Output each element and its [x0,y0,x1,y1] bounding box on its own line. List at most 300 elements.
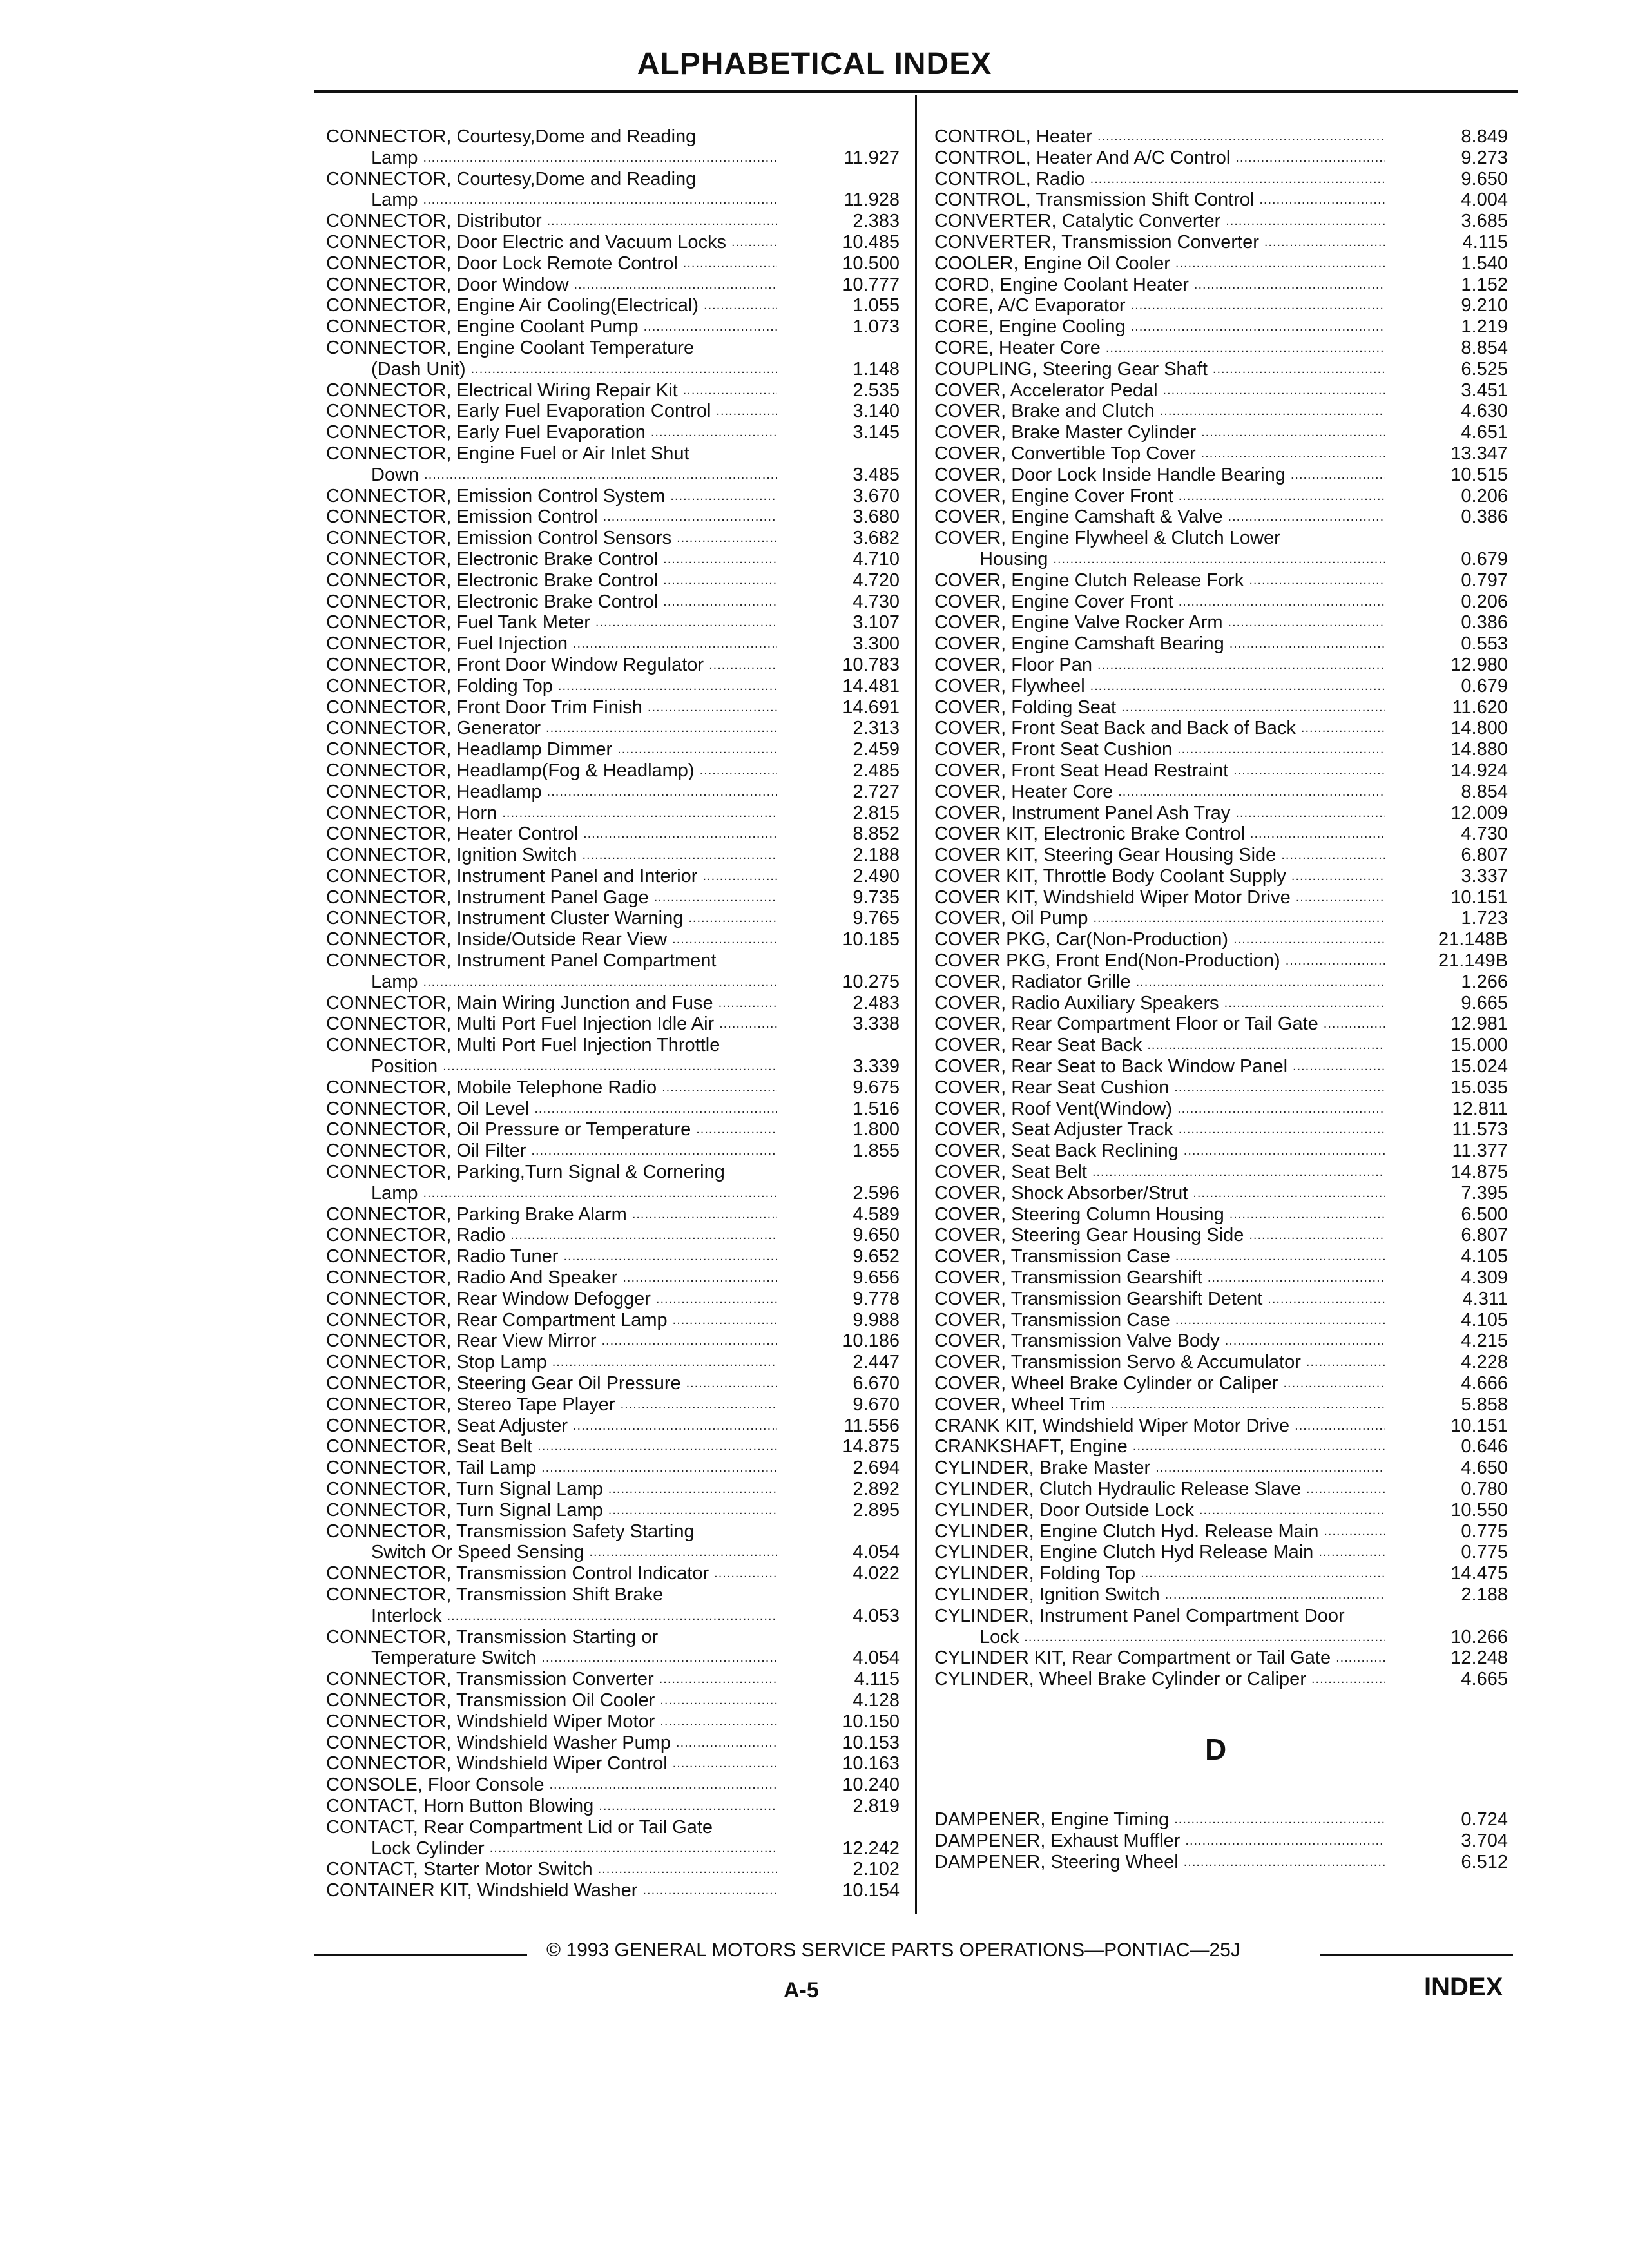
index-entry [326,1204,900,1225]
entry-page: 2.892 [853,1479,900,1499]
dot-leader [1169,1809,1385,1831]
dot-leader [593,1859,777,1880]
footer-rule-right [1320,1954,1513,1956]
entry-label: CONNECTOR, Instrument Panel Gage [326,887,649,908]
entry-page: 2.102 [853,1859,900,1880]
dot-leader [663,1584,777,1606]
entry-label: COVER, Engine Flywheel & Clutch Lower [934,528,1280,549]
index-entry [326,126,900,148]
dot-leader [1230,148,1385,169]
dot-leader [418,972,777,993]
dot-leader [1301,1352,1385,1373]
index-entry [326,993,900,1014]
dot-leader [1173,591,1385,613]
index-entry [934,1521,1508,1542]
entry-label: COVER, Front Seat Cushion [934,739,1173,760]
dot-leader [1289,1416,1385,1437]
entry-page: 3.107 [853,612,900,633]
entry-page: 12.248 [1451,1648,1508,1669]
index-entry [326,929,900,950]
dot-leader [709,1563,777,1584]
dot-leader [1170,253,1385,274]
dot-leader [1126,316,1385,338]
dot-leader [689,443,777,465]
dot-leader [1318,1521,1385,1542]
dot-leader [665,486,777,507]
dot-leader [1254,189,1385,211]
entry-label: CONNECTOR, Headlamp [326,781,542,802]
entry-label: CONVERTER, Catalytic Converter [934,211,1221,232]
index-entry [326,232,900,253]
entry-label: (Dash Unit) [371,358,466,380]
index-entry [934,929,1508,950]
index-entry [326,612,900,633]
index-entry [326,1331,900,1352]
dot-leader [639,316,777,338]
index-entry [326,443,900,465]
index-entry [326,718,900,739]
entry-page: 0.780 [1461,1479,1508,1499]
entry-label: CONNECTOR, Parking,Turn Signal & Cornering [326,1162,725,1183]
index-entry [326,1500,900,1521]
dot-leader [671,1733,777,1754]
entry-page: 21.149B [1438,950,1508,972]
entry-page: 14.475 [1451,1563,1508,1584]
entry-label: COVER, Seat Back Reclining [934,1140,1179,1162]
entry-page [777,1521,900,1542]
index-entry [934,1310,1508,1331]
entry-page: 10.275 [842,971,900,992]
entry-label: COVER, Shock Absorber/Strut [934,1182,1188,1204]
entry-label: COVER, Engine Clutch Release Fork [934,570,1244,591]
dot-leader [1085,676,1385,697]
entry-page: 12.981 [1451,1014,1508,1035]
entry-page: 2.459 [853,739,900,760]
dot-leader [1194,1500,1385,1521]
entry-label: CONNECTOR, Fuel Tank Meter [326,612,590,633]
index-entry [934,1352,1508,1373]
index-entry [934,845,1508,866]
index-entry [326,316,900,338]
entry-page: 0.679 [1461,548,1508,570]
index-entry [326,1289,900,1310]
entry-label: CONNECTOR, Door Lock Remote Control [326,253,678,274]
entry-label: CYLINDER, Clutch Hydraulic Release Slave [934,1479,1301,1499]
index-entry [934,549,1508,570]
entry-page: 10.266 [1451,1626,1508,1648]
entry-page [777,950,900,972]
entry-label: CONNECTOR, Transmission Oil Cooler [326,1689,655,1711]
entry-page: 10.151 [1451,1415,1508,1436]
entry-label: CYLINDER, Brake Master [934,1457,1151,1479]
index-entry [934,633,1508,655]
entry-page: 9.210 [1461,295,1508,316]
entry-label: CYLINDER, Engine Clutch Hyd. Release Main [934,1521,1319,1542]
entry-label: CONNECTOR, Emission Control System [326,485,666,506]
dot-leader [711,401,777,422]
dot-leader [1202,1267,1385,1289]
entry-page: 4.054 [853,1542,900,1563]
index-entry [326,1246,900,1267]
index-entry [934,993,1508,1014]
index-entry [326,866,900,887]
index-entry [934,1563,1508,1584]
dot-leader [678,380,777,401]
dot-leader [671,528,777,549]
entry-page: 10.186 [842,1331,900,1352]
index-entry [934,1852,1508,1873]
dot-leader [1287,1056,1385,1077]
dot-leader [683,908,777,929]
index-entry [326,1880,900,1901]
entry-page: 2.694 [853,1457,900,1479]
entry-page: 0.206 [1461,591,1508,612]
entry-page: 2.815 [853,802,900,823]
entry-label: Switch Or Speed Sensing [371,1542,584,1563]
index-entry [326,1648,900,1669]
index-entry [934,486,1508,507]
entry-label: CYLINDER, Ignition Switch [934,1584,1160,1605]
index-entry [934,1014,1508,1035]
index-entry [326,1310,900,1331]
entry-label: CYLINDER, Folding Top [934,1563,1136,1584]
index-entry [326,655,900,676]
dot-leader [612,739,777,760]
entry-label: Lamp [371,189,418,211]
entry-page: 4.720 [853,570,900,591]
entry-label: Down [371,464,419,485]
index-entry [326,887,900,908]
entry-page: 3.682 [853,528,900,549]
index-entry [934,1648,1508,1669]
index-entry [326,380,900,401]
dot-leader [1278,1373,1385,1394]
entry-label: CONNECTOR, Front Door Window Regulator [326,654,704,675]
entry-label: COVER, Transmission Gearshift Detent [934,1288,1263,1309]
index-entry [934,1289,1508,1310]
entry-page: 1.540 [1461,253,1508,274]
entry-label: CONNECTOR, Oil Level [326,1098,530,1119]
entry-page: 0.386 [1461,612,1508,633]
dot-leader [596,1331,777,1352]
dot-leader [1228,760,1385,782]
entry-page: 1.723 [1461,908,1508,929]
entry-label: COVER, Front Seat Head Restraint [934,760,1229,781]
dot-leader [547,1352,777,1373]
index-entry [326,274,900,296]
dot-leader [1223,506,1385,528]
index-entry [934,528,1508,549]
entry-label: CONNECTOR, Oil Filter [326,1140,526,1162]
entry-page: 1.055 [853,295,900,316]
column-divider [915,95,917,1914]
entry-page: 10.485 [842,231,900,253]
index-entry [934,803,1508,824]
index-entry [326,950,900,972]
index-entry [326,1056,900,1077]
dot-leader [714,1014,777,1035]
index-entry [934,422,1508,443]
page-number: A-5 [784,1978,819,2003]
index-entry [326,1014,900,1035]
dot-leader [1301,1479,1385,1500]
entry-label: CONNECTOR, Inside/Outside Rear View [326,929,668,950]
entry-label: CORE, Engine Cooling [934,316,1126,338]
entry-label: CRANKSHAFT, Engine [934,1436,1128,1457]
entry-label: CONTROL, Heater [934,126,1092,147]
entry-page [777,1035,900,1056]
index-entry [326,486,900,507]
dot-leader [725,1162,777,1183]
entry-label: Lock [979,1626,1019,1648]
entry-page: 9.735 [853,887,900,908]
entry-label: CONTROL, Heater And A/C Control [934,147,1231,168]
entry-page: 3.704 [1461,1830,1508,1851]
index-entry [326,1563,900,1584]
entry-page: 0.646 [1461,1436,1508,1457]
index-entry [326,823,900,845]
entry-label: CORE, A/C Evaporator [934,295,1126,316]
dot-leader [505,1225,777,1246]
index-entry [326,1606,900,1627]
index-entry [934,1831,1508,1852]
dot-leader [542,211,777,232]
entry-page: 2.447 [853,1352,900,1373]
entry-page: 3.145 [853,422,900,443]
entry-label: COVER, Radio Auxiliary Speakers [934,992,1219,1014]
entry-label: CONNECTOR, Seat Adjuster [326,1415,568,1436]
index-entry [326,1436,900,1457]
entry-page: 4.730 [853,591,900,612]
index-entry [326,359,900,380]
entry-page: 9.650 [853,1225,900,1246]
entry-label: COVER, Engine Camshaft Bearing [934,633,1224,655]
entry-page: 4.309 [1461,1267,1508,1289]
entry-label: CONNECTOR, Ignition Switch [326,845,577,866]
dot-leader [544,1774,777,1796]
dot-leader [658,591,777,613]
dot-leader [1106,1394,1385,1416]
entry-label: CONNECTOR, Horn [326,802,497,823]
page-title: ALPHABETICAL INDEX [637,47,992,81]
entry-label: COVER, Floor Pan [934,654,1092,675]
entry-page: 4.651 [1461,422,1508,443]
index-entry [934,506,1508,528]
index-entry [934,232,1508,253]
entry-label: COVER, Brake and Clutch [934,401,1155,422]
dot-leader [568,1416,777,1437]
dot-leader [1220,1331,1385,1352]
index-entry [326,506,900,528]
entry-label: CRANK KIT, Windshield Wiper Motor Drive [934,1415,1290,1436]
index-entry [326,1817,900,1838]
entry-page: 0.724 [1461,1809,1508,1830]
index-entry [934,1099,1508,1120]
index-entry [934,253,1508,274]
entry-label: Temperature Switch [371,1648,537,1669]
entry-label: CONNECTOR, Engine Coolant Pump [326,316,639,338]
dot-leader [1150,1457,1385,1479]
dot-leader [1286,866,1385,887]
dot-leader [593,1796,777,1817]
entry-page: 10.500 [842,253,900,274]
entry-page: 1.266 [1461,971,1508,992]
title-rule [314,90,1518,93]
index-entry [326,1796,900,1817]
entry-label: COVER, Transmission Case [934,1246,1170,1267]
entry-label: CONNECTOR, Heater Control [326,823,579,845]
index-entry [326,803,900,824]
entry-page: 9.675 [853,1077,900,1098]
entry-label: COVER, Folding Seat [934,697,1117,718]
dot-leader [1189,274,1385,296]
entry-page: 21.148B [1438,929,1508,950]
entry-label: CONNECTOR, Engine Air Cooling(Electrical) [326,295,699,316]
index-entry [934,1246,1508,1267]
entry-page: 10.777 [842,274,900,295]
entry-page: 4.311 [1462,1288,1508,1309]
index-entry [326,1394,900,1416]
index-entry [934,295,1508,316]
entry-label: CONNECTOR, Radio [326,1225,506,1246]
dot-leader [418,1183,777,1204]
dot-leader [418,148,777,169]
entry-page: 14.481 [842,675,900,697]
entry-label: CONNECTOR, Engine Coolant Temperature [326,337,695,358]
entry-label: COVER, Engine Valve Rocker Arm [934,612,1223,633]
entry-label: CONNECTOR, Turn Signal Lamp [326,1479,603,1499]
entry-page: 12.009 [1451,802,1508,823]
dot-leader [1131,972,1385,993]
index-entry [934,718,1508,739]
entry-page: 6.500 [1461,1204,1508,1225]
entry-label: DAMPENER, Exhaust Muffler [934,1830,1181,1851]
index-entry [934,591,1508,613]
index-entry [934,1140,1508,1162]
entry-label: CONNECTOR, Windshield Wiper Motor [326,1711,655,1732]
entry-label: CONNECTOR, Front Door Trim Finish [326,697,642,718]
index-entry [326,1035,900,1056]
entry-page: 3.337 [1461,865,1508,887]
dot-leader [590,612,777,633]
dot-leader [1180,1831,1385,1852]
entry-label: COUPLING, Steering Gear Shaft [934,358,1208,380]
entry-page: 5.858 [1461,1394,1508,1415]
entry-label: CONNECTOR, Main Wiring Junction and Fuse [326,992,713,1014]
dot-leader [1135,1563,1385,1584]
dot-leader [1088,908,1386,929]
entry-label: CONNECTOR, Electronic Brake Control [326,548,659,570]
entry-page: 0.386 [1461,506,1508,528]
dot-leader [695,1521,777,1542]
entry-page: 2.188 [1461,1584,1508,1605]
entry-page: 2.383 [853,211,900,232]
entry-label: CONNECTOR, Parking Brake Alarm [326,1204,627,1225]
entry-page: 1.800 [853,1119,900,1140]
index-entry [326,1753,900,1774]
dot-leader [1173,1119,1385,1140]
entry-label: CYLINDER, Wheel Brake Cylinder or Caliper [934,1669,1306,1690]
index-entry [934,1416,1508,1437]
entry-page: 3.300 [853,633,900,655]
index-entry [934,1183,1508,1204]
index-entry [326,760,900,782]
dot-leader [649,887,777,908]
entry-label: Position [371,1056,438,1077]
index-entry [326,1584,900,1606]
entry-page: 6.525 [1461,358,1508,380]
index-entry [326,401,900,422]
dot-leader [1224,633,1385,655]
dot-leader [1259,232,1385,253]
dot-leader [1092,655,1385,676]
dot-leader [1286,465,1385,486]
entry-label: Interlock [371,1605,442,1626]
index-section-d [934,1809,1508,1872]
entry-label: CONNECTOR, Oil Pressure or Temperature [326,1119,691,1140]
entry-page: 1.516 [853,1098,900,1119]
entry-page: 9.988 [853,1309,900,1331]
dot-leader [1306,1669,1385,1690]
index-entry [934,1606,1508,1627]
entry-label: COVER, Wheel Trim [934,1394,1106,1415]
dot-leader [1155,401,1385,422]
dot-leader [655,1690,777,1711]
entry-page: 2.485 [853,760,900,781]
entry-page: 4.665 [1461,1669,1508,1690]
entry-page: 11.620 [1452,697,1508,718]
index-entry [326,295,900,316]
entry-label: COVER, Oil Pump [934,908,1088,929]
dot-leader [541,718,777,739]
entry-label: CONNECTOR, Generator [326,718,541,739]
entry-label: COVER, Flywheel [934,675,1085,697]
entry-label: CYLINDER, Door Outside Lock [934,1499,1194,1521]
dot-leader [1126,295,1385,316]
dot-leader [1087,1162,1385,1183]
dot-leader [578,823,777,845]
dot-leader [654,1669,777,1690]
entry-label: COVER, Seat Adjuster Track [934,1119,1173,1140]
entry-label: CONTROL, Transmission Shift Control [934,189,1255,211]
entry-page: 4.105 [1461,1246,1508,1267]
entry-page: 10.153 [842,1732,900,1753]
entry-page: 13.347 [1451,443,1508,464]
index-entry [934,1809,1508,1831]
index-entry [934,823,1508,845]
index-entry [326,591,900,613]
entry-page: 6.807 [1461,1225,1508,1246]
entry-page: 0.206 [1461,485,1508,506]
entry-label: CONTROL, Radio [934,168,1085,189]
dot-leader [1101,338,1385,359]
dot-leader [1331,1648,1385,1669]
entry-page: 12.242 [842,1838,900,1859]
entry-label: CONNECTOR, Rear View Mirror [326,1331,597,1352]
dot-leader [658,570,777,591]
index-entry [326,739,900,760]
entry-label: Housing [979,548,1048,570]
entry-page: 3.685 [1461,211,1508,232]
index-entry [934,1267,1508,1289]
dot-leader [1188,1183,1385,1204]
dot-leader [532,1436,777,1457]
entry-page: 10.515 [1451,464,1508,485]
entry-label: COVER, Rear Seat Back [934,1035,1142,1056]
dot-leader [536,1648,777,1669]
entry-label: COVER KIT, Electronic Brake Control [934,823,1245,845]
entry-label: CONNECTOR, Electronic Brake Control [326,591,659,612]
